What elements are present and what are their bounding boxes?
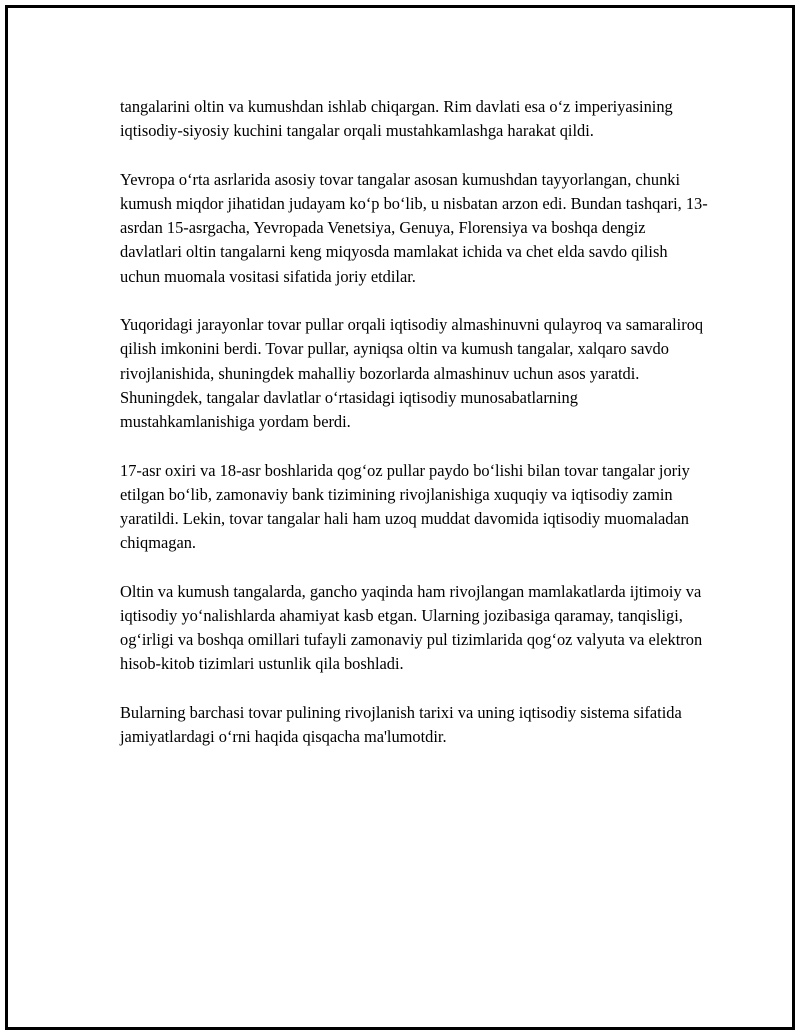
paragraph-3: Yuqoridagi jarayonlar tovar pullar orqali iqtisodiy almashinuvni qulayroq va samaraliroq qilish imkonini berdi. Tovar pullar, ayniqsa oltin va kumush tangalar, xalqaro savdo rivojlanishida, shuningdek mahalliy bozorlarda almashinuv uchun asos yaratdi. Shuningdek, tangalar davlatlar oʻrtasidagi iqtisodiy munosabatlarning mustahkamlanishiga yordam berdi. — [120, 315, 704, 432]
page-frame — [5, 5, 795, 1030]
paragraph-2: Yevropa oʻrta asrlarida asosiy tovar tangalar asosan kumushdan tayyorlangan, chunki kumush miqdor jihatidan judayam koʻp boʻlib, u nisbatan arzon edi. Bundan tashqari, 13-asrdan 15-asrgacha, Yevropada Venetsiya, Genuya, Florensiya va boshqa dengiz davlatlari oltin tangalarni keng miqyosda mamlakat ichida va chet elda savdo qilish uchun muomala vositasi sifatida joriy etdilar. — [120, 169, 708, 286]
paragraph-6: Bularning barchasi tovar pulining rivojlanish tarixi va uning iqtisodiy sistema sifatida jamiyatlardagi oʻrni haqida qisqacha ma'lumotdir. — [120, 703, 682, 747]
paragraph-1: tangalarini oltin va kumushdan ishlab chiqargan. Rim davlati esa oʻz imperiyasining iqtisodiy-siyosiy kuchini tangalar orqali mustahkamlashga harakat qildi. — [120, 97, 673, 141]
paragraph-5: Oltin va kumush tangalarda, gancho yaqinda ham rivojlangan mamlakatlarda ijtimoiy va iqtisodiy yoʻnalishlarda ahamiyat kasb etgan. Ularning jozibasiga qaramay, tanqisligi, ogʻirligi va boshqa omillari tufayli zamonaviy pul tizimlarida qogʻoz valyuta va elektron hisob-kitob tizimlari ustunlik qila boshladi. — [120, 581, 703, 674]
document-body — [120, 95, 710, 749]
paragraph-4: 17-asr oxiri va 18-asr boshlarida qogʻoz pullar paydo boʻlishi bilan tovar tangalar joriy etilgan boʻlib, zamonaviy bank tizimining rivojlanishiga xuquqiy va iqtisodiy zamin yaratildi. Lekin, tovar tangalar hali ham uzoq muddat davomida iqtisodiy muomaladan chiqmagan. — [120, 460, 690, 553]
